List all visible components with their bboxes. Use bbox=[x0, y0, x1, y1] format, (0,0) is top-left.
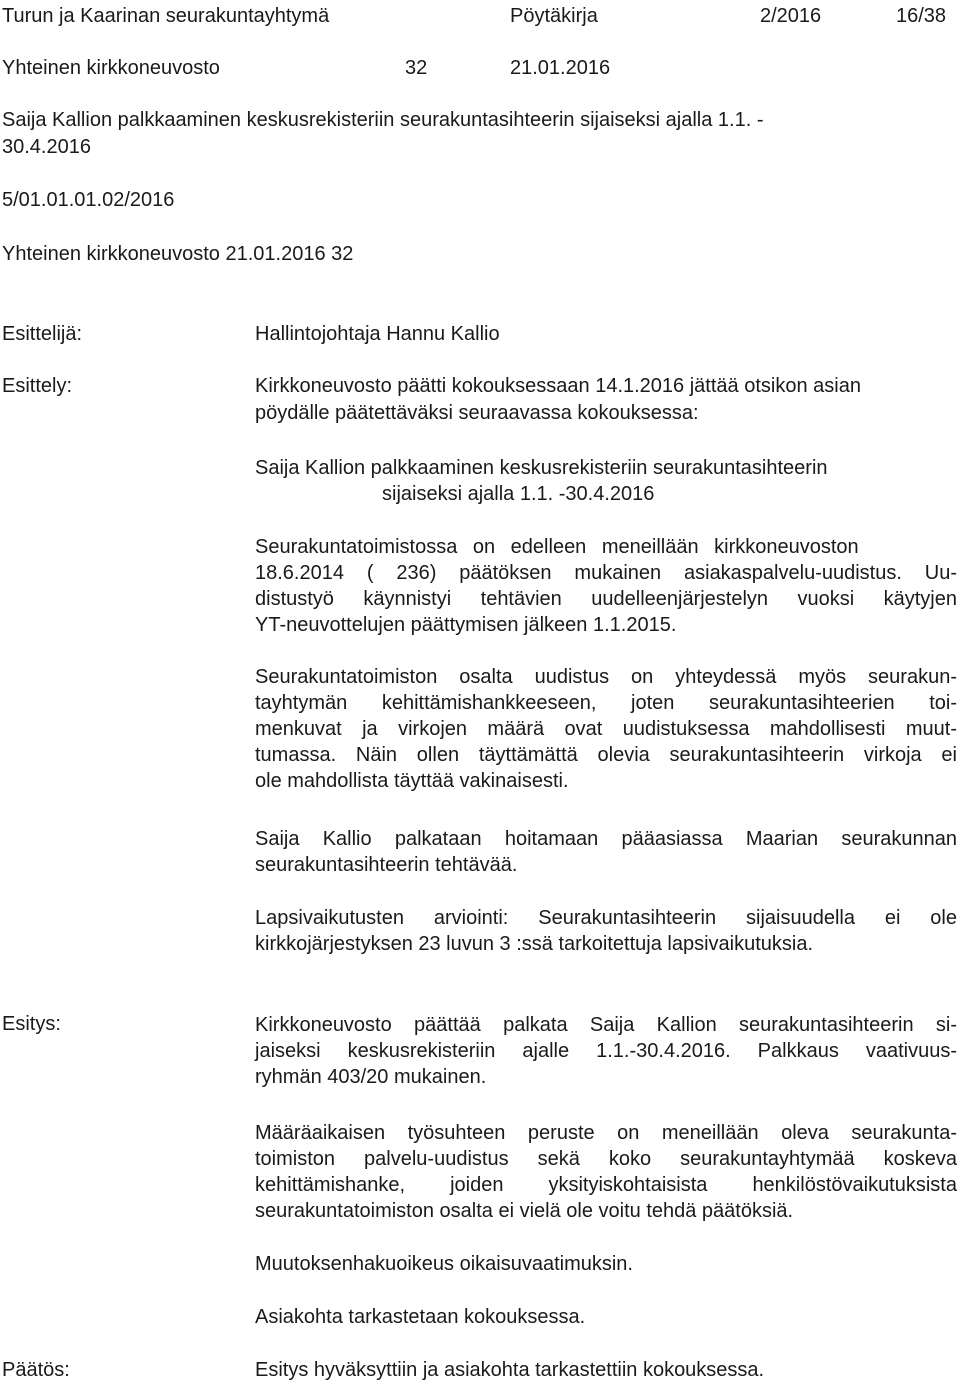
proposal-appeal-note: Muutoksenhakuoikeus oikaisuvaatimuksin. bbox=[255, 1253, 633, 1275]
header-page: 16/38 bbox=[896, 5, 947, 27]
proposal-label: Esitys: bbox=[2, 1013, 61, 1035]
decision-label: Päätös: bbox=[2, 1359, 70, 1381]
presenter-label: Esittelijä: bbox=[2, 323, 83, 345]
presentation-label: Esittely: bbox=[2, 375, 73, 397]
paragraph-line: Saija Kallio palkataan hoitamaan pääasiassa Maarian seurakunnan bbox=[255, 828, 957, 850]
decision-text: Esitys hyväksyttiin ja asiakohta tarkastettiin kokouksessa. bbox=[255, 1359, 765, 1381]
paragraph-line: Lapsivaikutusten arviointi: Seurakuntasihteerin sijaisuudella ei ole bbox=[255, 907, 957, 929]
previous-meeting: Yhteinen kirkkoneuvosto 21.01.2016 32 bbox=[2, 243, 354, 265]
presenter-name: Hallintojohtaja Hannu Kallio bbox=[255, 323, 500, 345]
paragraph-line: Kirkkoneuvosto päättää palkata Saija Kallion seurakuntasihteerin si- bbox=[255, 1014, 957, 1036]
header-org: Turun ja Kaarinan seurakuntayhtymä bbox=[2, 5, 330, 27]
presentation-paragraph-1 bbox=[255, 534, 957, 638]
paragraph-line: YT-neuvottelujen päättymisen jälkeen 1.1.2015. bbox=[255, 614, 677, 636]
header-body: Yhteinen kirkkoneuvosto bbox=[2, 57, 220, 79]
presentation-line2: pöydälle päätettäväksi seuraavassa kokouksessa: bbox=[255, 402, 699, 424]
presentation-paragraph-4 bbox=[255, 905, 957, 957]
paragraph-line: jaiseksi keskusrekisteriin ajalle 1.1.-30.4.2016. Palkkaus vaativuus- bbox=[255, 1040, 957, 1062]
paragraph-line: Seurakuntatoimistossa on edelleen meneillään kirkkoneuvoston bbox=[255, 536, 859, 558]
quoted-title-line1: Saija Kallion palkkaaminen keskusrekisteriin seurakuntasihteerin bbox=[255, 457, 828, 479]
paragraph-line: ole mahdollista täyttää vakinaisesti. bbox=[255, 770, 569, 792]
paragraph-line: Seurakuntatoimiston osalta uudistus on yhteydessä myös seurakun- bbox=[255, 666, 957, 688]
presentation-paragraph-2 bbox=[255, 664, 957, 794]
header-doc-type: Pöytäkirja bbox=[510, 5, 598, 27]
paragraph-line: tayhtymän kehittämishankkeeseen, joten seurakuntasihteerien toi- bbox=[255, 692, 957, 714]
item-title-line2: 30.4.2016 bbox=[2, 136, 91, 158]
paragraph-line: tumassa. Näin ollen täyttämättä olevia seurakuntasihteerin virkoja ei bbox=[255, 744, 957, 766]
presentation-line1: Kirkkoneuvosto päätti kokouksessaan 14.1.2016 jättää otsikon asian bbox=[255, 375, 861, 397]
header-date: 21.01.2016 bbox=[510, 57, 611, 79]
proposal-review-note: Asiakohta tarkastetaan kokouksessa. bbox=[255, 1306, 586, 1328]
quoted-title-line2: sijaiseksi ajalla 1.1. -30.4.2016 bbox=[382, 483, 655, 505]
paragraph-line: Määräaikaisen työsuhteen peruste on meneillään oleva seurakunta- bbox=[255, 1122, 957, 1144]
paragraph-line: kehittämishanke, joiden yksityiskohtaisista henkilöstövaikutuksista bbox=[255, 1174, 957, 1196]
paragraph-line: toimiston palvelu-uudistus sekä koko seurakuntayhtymää koskeva bbox=[255, 1148, 957, 1170]
paragraph-line: distustyö käynnistyi tehtävien uudelleenjärjestelyn vuoksi käytyjen bbox=[255, 588, 957, 610]
item-title-line1: Saija Kallion palkkaaminen keskusrekisteriin seurakuntasihteerin sijaiseksi ajalla 1.1. - bbox=[2, 109, 764, 131]
reference-number: 5/01.01.01.02/2016 bbox=[2, 189, 175, 211]
paragraph-line: ryhmän 403/20 mukainen. bbox=[255, 1066, 487, 1088]
proposal-paragraph-2 bbox=[255, 1120, 957, 1224]
paragraph-line: kirkkojärjestyksen 23 luvun 3 :ssä tarkoitettuja lapsivaikutuksia. bbox=[255, 933, 814, 955]
proposal-paragraph-1 bbox=[255, 1012, 957, 1090]
header-doc-number: 2/2016 bbox=[760, 5, 822, 27]
paragraph-line: 18.6.2014 ( 236) päätöksen mukainen asiakaspalvelu-uudistus. Uu- bbox=[255, 562, 957, 584]
paragraph-line: menkuvat ja virkojen määrä ovat uudistuksessa mahdollisesti muut- bbox=[255, 718, 957, 740]
presentation-paragraph-3 bbox=[255, 826, 957, 878]
paragraph-line: seurakuntasihteerin tehtävää. bbox=[255, 854, 518, 876]
paragraph-line: seurakuntatoimiston osalta ei vielä ole voitu tehdä päätöksiä. bbox=[255, 1200, 794, 1222]
header-section: 32 bbox=[405, 57, 428, 79]
